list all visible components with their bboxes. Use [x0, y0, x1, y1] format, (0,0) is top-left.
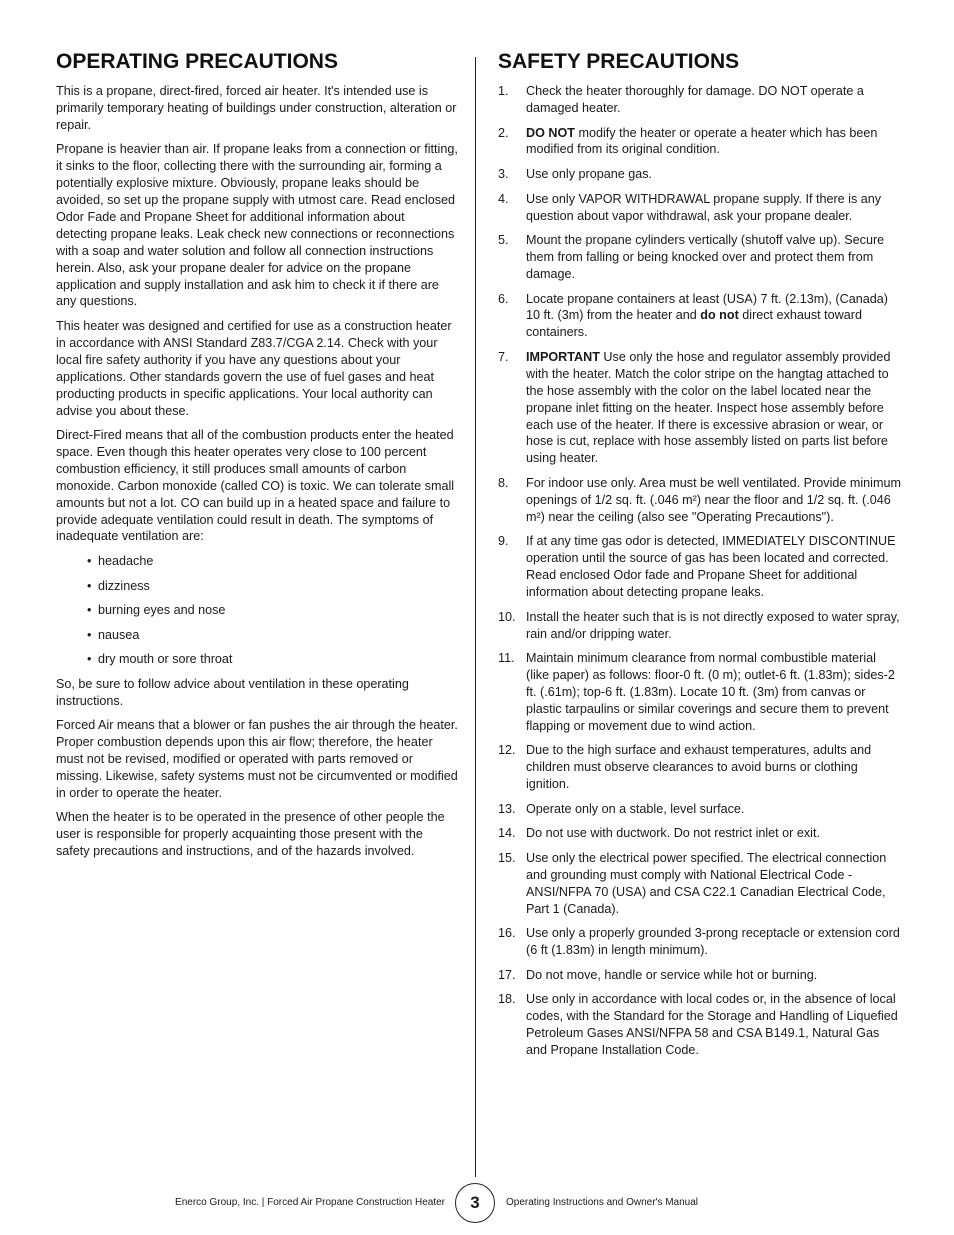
safety-item-number: 12.	[498, 743, 516, 758]
safety-item-text: Use only the electrical power specified. The electrical connection and grounding must comply with National Electrical Code - ANSI/NFPA 70 (USA) and CSA C22.1 Canadian Electrical Code, Part 1 (Canada).	[526, 850, 887, 916]
safety-item-number: 10.	[498, 609, 516, 624]
safety-item	[498, 801, 902, 818]
safety-item-text: Install the heater such that is is not directly exposed to water spray, rain and/or dripping water.	[526, 609, 900, 641]
safety-item-number: 7.	[498, 349, 509, 364]
safety-item-text: DO NOT modify the heater or operate a heater which has been modified from its original condition.	[526, 125, 878, 157]
safety-item-text: Locate propane containers at least (USA) 7 ft. (2.13m), (Canada) 10 ft. (3m) from the heater and do not direct exhaust toward containers.	[526, 291, 888, 340]
safety-item	[498, 475, 902, 526]
safety-item	[498, 232, 902, 283]
safety-item-number: 9.	[498, 534, 509, 549]
footer-manual-title: Operating Instructions and Owner's Manual	[506, 1197, 699, 1208]
symptoms-list	[87, 553, 458, 668]
safety-item-emphasis: DO NOT	[526, 125, 575, 140]
operating-precautions-heading: OPERATING PRECAUTIONS	[56, 50, 338, 73]
safety-item-number: 2.	[498, 125, 509, 140]
safety-item	[498, 825, 902, 842]
paragraph-intro: This is a propane, direct-fired, forced air heater. It's intended use is primarily temporary heating of buildings under construction, alteration or repair.	[56, 84, 457, 132]
safety-item	[498, 191, 902, 225]
paragraph-direct-fired: Direct-Fired means that all of the combustion products enter the heated space. Even though this heater operates very close to 100 percent combustion efficiency, it still produces small amounts of carbon monoxide. Carbon monoxide (called CO) is toxic. We can tolerate small amounts but not a lot. CO can build up in a heated space and failure to provide adequate ventilation could result in death. The symptoms of inadequate ventilation are:	[56, 428, 455, 544]
safety-item-number: 4.	[498, 191, 509, 206]
paragraph-forced-air: Forced Air means that a blower or fan pushes the air through the heater. Proper combustion depends upon this air flow; therefore, the heater must not be revised, modified or operated with parts removed or missing. Likewise, safety systems must not be circumvented or modified in order to operate the heater.	[56, 718, 458, 800]
safety-item-text: Use only in accordance with local codes or, in the absence of local codes, with the Standard for the Storage and Handling of Liquefied Petroleum Gases ANSI/NFPA 58 and CSA B149.1, Natural Gas and Propane Installation Code.	[526, 992, 898, 1058]
safety-item-number: 13.	[498, 801, 516, 816]
safety-item	[498, 967, 902, 984]
safety-item-text: Due to the high surface and exhaust temperatures, adults and children must observe clearances to avoid burns or clothing ignition.	[526, 743, 872, 792]
safety-item-text: IMPORTANT Use only the hose and regulator assembly provided with the heater. Match the color stripe on the hangtag attached to the hose assembly with the color on the label located near the propane inlet fitting on the heater. Inspect hose assembly before each use of the heater. If there is excessive abrasion or wear, or hose is cut, replace with hose assembly listed on parts list before using heater.	[526, 349, 891, 466]
safety-item-number: 1.	[498, 84, 509, 98]
safety-list	[498, 83, 902, 1059]
safety-item	[498, 609, 902, 643]
symptom-item: • nausea	[87, 627, 458, 644]
safety-item	[498, 83, 902, 117]
safety-item	[498, 925, 902, 959]
safety-item-text: Use only a properly grounded 3-prong receptacle or extension cord (6 ft (1.83m) in length minimum).	[526, 926, 900, 958]
safety-precautions-section	[498, 50, 902, 1067]
safety-item-number: 3.	[498, 167, 509, 181]
safety-item-text: For indoor use only. Area must be well ventilated. Provide minimum openings of 1/2 sq. ft. (.046 m²) near the floor and 1/2 sq. ft. (.046 m²) near the ceiling (also see "Operating Precautions").	[526, 475, 901, 524]
paragraph-certification: This heater was designed and certified for use as a construction heater in accordance with ANSI Standard Z83.7/CGA 2.14. Check with your local fire safety authority if you have any questions about your applications. Other standards govern the use of fuel gases and heat producting products in specific applications. Your local authority can advise you about these.	[56, 318, 452, 418]
paragraph-propane: Propane is heavier than air. If propane leaks from a connection or fitting, it sinks to the floor, collecting there with the surrounding air, forming a potentially explosive mixture. Obviously, propane leaks should be avoided, so set up the propane supply with utmost care. Read enclosed Odor Fade and Propane Sheet for additional information about detecting propane leaks. Leak check new connections or reconnections with a soap and water solution and follow all connection instructions herein. Also, ask your propane dealer for advice on the propane application and supply installation and ask him to check it if there are any questions.	[56, 142, 458, 309]
paragraph-others-present: When the heater is to be operated in the presence of other people the user is responsible for properly acquainting those present with the safety precautions and instructions, and of the hazards involved.	[56, 810, 445, 859]
operating-precautions-section	[56, 50, 458, 868]
safety-item-text: Mount the propane cylinders vertically (shutoff valve up). Secure them from falling or being knocked over and protect them from damage.	[526, 233, 885, 281]
safety-item-number: 18.	[498, 992, 516, 1007]
safety-item-text: Operate only on a stable, level surface.	[526, 801, 745, 816]
safety-item	[498, 991, 902, 1059]
safety-item-number: 6.	[498, 291, 509, 306]
safety-item-number: 8.	[498, 475, 509, 490]
safety-item-number: 5.	[498, 233, 509, 248]
paragraph-ventilation: So, be sure to follow advice about ventilation in these operating instructions.	[56, 676, 409, 708]
footer-company: Enerco Group, Inc. | Forced Air Propane Construction Heater	[175, 1197, 445, 1208]
safety-item-text: If at any time gas odor is detected, IMMEDIATELY DISCONTINUE operation until the source of gas has been located and corrected. Read enclosed Odor fade and Propane Sheet for additional information about detecting propane leaks.	[526, 534, 896, 600]
safety-item	[498, 349, 902, 467]
symptom-item: • headache	[87, 553, 458, 570]
safety-item-text: Use only propane gas.	[526, 167, 653, 181]
symptom-item: • dizziness	[87, 578, 458, 595]
safety-item-number: 17.	[498, 967, 516, 982]
safety-item	[498, 650, 902, 735]
safety-item	[498, 533, 902, 601]
safety-item-text: Maintain minimum clearance from normal combustible material (like paper) as follows: floor-0 ft. (0 m); outlet-6 ft. (1.83m); sides-2 ft. (.61m); top-6 ft. (1.83m). Locate 10 ft. (3m) from canvas or plastic tarpaulins or similar coverings and secure them to prevent flapping or movement due to wind action.	[526, 651, 895, 733]
column-divider	[475, 57, 476, 1177]
safety-item-text: Use only VAPOR WITHDRAWAL propane supply. If there is any question about vapor withdrawal, ask your propane dealer.	[526, 191, 882, 223]
safety-item-emphasis: do not	[700, 308, 739, 323]
safety-item-number: 14.	[498, 826, 516, 841]
safety-item	[498, 125, 902, 159]
safety-item-text: Do not use with ductwork. Do not restrict inlet or exit.	[526, 826, 820, 841]
safety-item	[498, 850, 902, 918]
safety-item-text: Check the heater thoroughly for damage. DO NOT operate a damaged heater.	[526, 84, 864, 115]
safety-item-number: 11.	[498, 651, 515, 666]
safety-item-emphasis: IMPORTANT	[526, 349, 600, 364]
safety-item-number: 16.	[498, 926, 516, 941]
safety-item-number: 15.	[498, 850, 516, 865]
symptom-item: • dry mouth or sore throat	[87, 651, 458, 668]
safety-precautions-heading: SAFETY PRECAUTIONS	[498, 50, 740, 73]
safety-item	[498, 166, 902, 183]
page-number: 3	[455, 1183, 495, 1223]
safety-item	[498, 291, 902, 342]
symptom-item: • burning eyes and nose	[87, 602, 458, 619]
safety-item-text: Do not move, handle or service while hot or burning.	[526, 967, 818, 982]
safety-item	[498, 742, 902, 793]
